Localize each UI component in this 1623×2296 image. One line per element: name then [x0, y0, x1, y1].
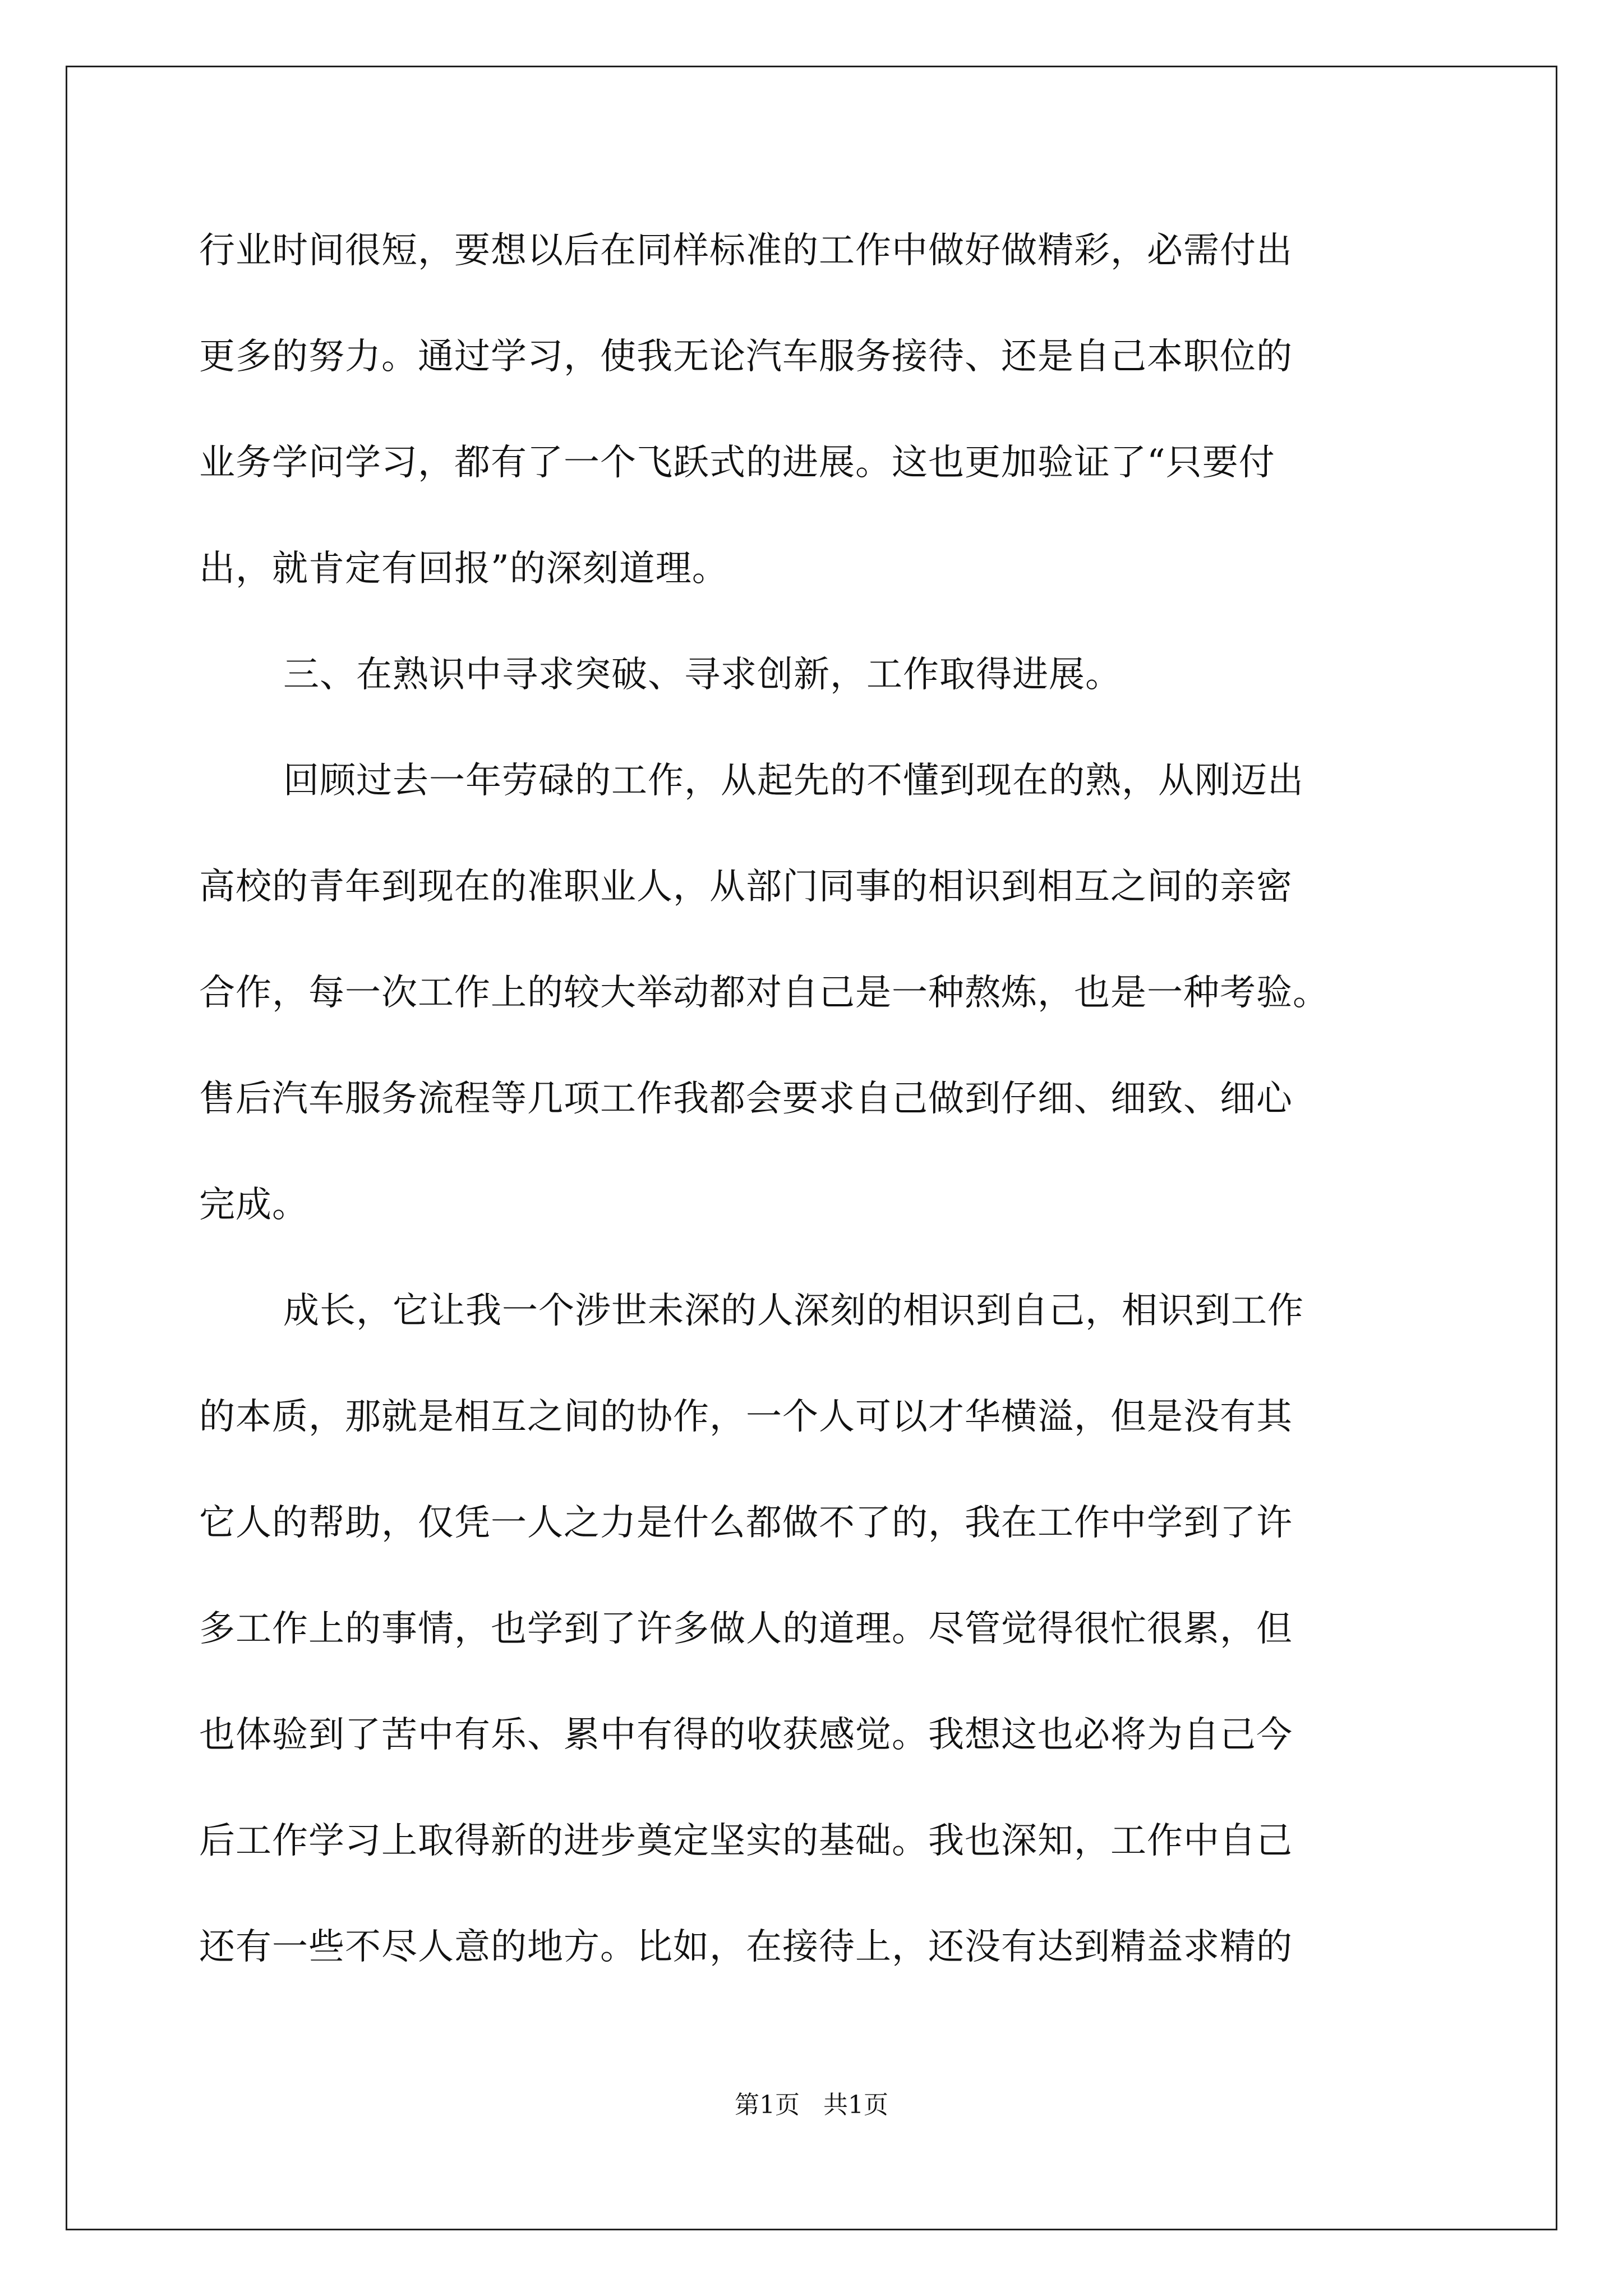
text-line: 它人的帮助，仅凭一人之力是什么都做不了的，我在工作中学到了许: [199, 1502, 1293, 1544]
text-line: 行业时间很短，要想以后在同样标准的工作中做好做精彩，必需付出: [199, 230, 1293, 272]
text-line: 成长，它让我一个涉世未深的人深刻的相识到自己，相识到工作: [283, 1290, 1304, 1332]
text-line: 业务学问学习，都有了一个飞跃式的进展。这也更加验证了“只要付: [199, 442, 1275, 484]
text-line: 也体验到了苦中有乐、累中有得的收获感觉。我想这也必将为自己今: [199, 1714, 1293, 1756]
text-line: 合作，每一次工作上的较大举动都对自己是一种熬炼，也是一种考验。: [199, 972, 1329, 1014]
text-line: 多工作上的事情，也学到了许多做人的道理。尽管觉得很忙很累，但: [199, 1608, 1293, 1650]
text-line: 回顾过去一年劳碌的工作，从起先的不懂到现在的熟，从刚迈出: [283, 760, 1304, 802]
section-heading: 三、在熟识中寻求突破、寻求创新，工作取得进展。: [283, 654, 1122, 696]
text-line: 完成。: [199, 1184, 308, 1226]
text-line: 后工作学习上取得新的进步奠定坚实的基础。我也深知，工作中自己: [199, 1820, 1293, 1862]
text-line: 高校的青年到现在的准职业人，从部门同事的相识到相互之间的亲密: [199, 866, 1293, 908]
text-line: 更多的努力。通过学习，使我无论汽车服务接待、还是自己本职位的: [199, 336, 1293, 378]
text-line: 还有一些不尽人意的地方。比如，在接待上，还没有达到精益求精的: [199, 1926, 1293, 1968]
page-border: [66, 66, 1557, 2230]
text-line: 的本质，那就是相互之间的协作，一个人可以才华横溢，但是没有其: [199, 1396, 1293, 1438]
page-number-footer: 第1页 共1页: [735, 2091, 888, 2119]
text-line: 售后汽车服务流程等几项工作我都会要求自己做到仔细、细致、细心: [199, 1078, 1293, 1120]
text-line: 出，就肯定有回报”的深刻道理。: [199, 548, 728, 590]
